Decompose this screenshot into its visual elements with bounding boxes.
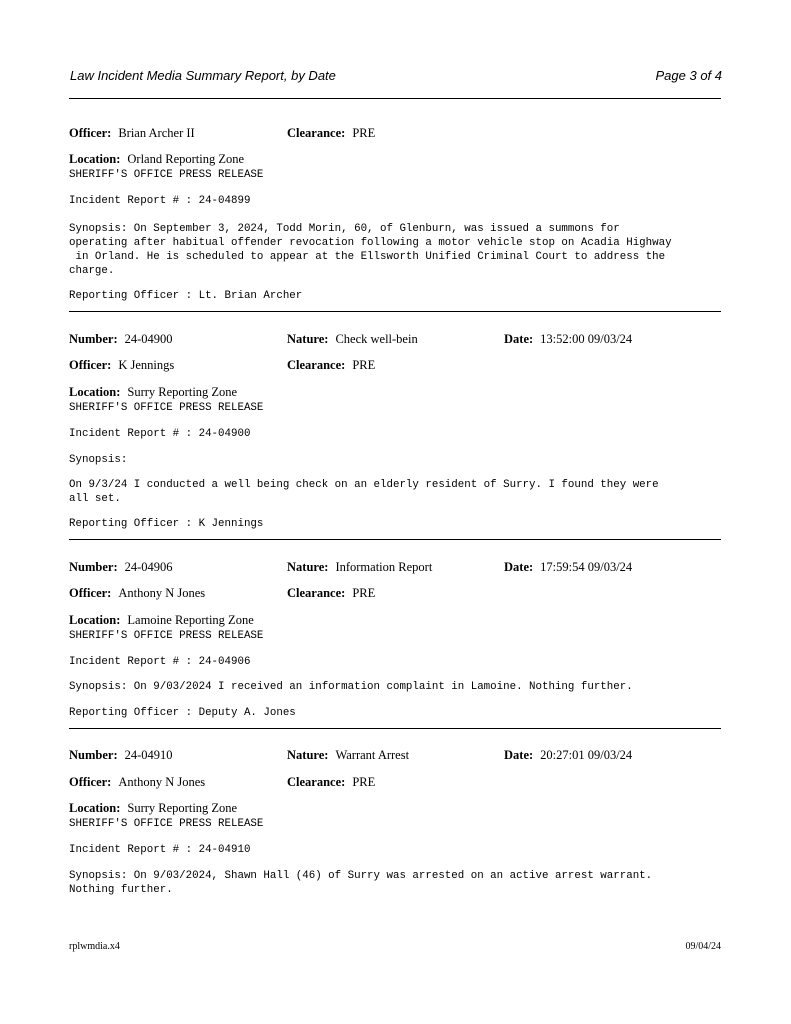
officer-field: Officer: Anthony N Jones [69,775,206,789]
date-field: Date: 20:27:01 09/03/24 [504,748,633,762]
officer-field: Officer: Anthony N Jones [69,586,206,600]
report-title: Law Incident Media Summary Report, by Date [70,68,336,83]
officer-field: Officer: K Jennings [69,358,175,372]
synopsis-line: operating after habitual offender revocation following a motor vehicle stop on Acadia Highway [69,237,672,249]
date-field: Date: 13:52:00 09/03/24 [504,332,633,346]
officer-value: Brian Archer II [118,126,195,140]
source-line: SHERIFF'S OFFICE PRESS RELEASE [69,630,264,642]
nature-value: Check well-bein [335,332,418,346]
reporting-officer-line: Reporting Officer : Lt. Brian Archer [69,290,303,302]
date-value: 13:52:00 09/03/24 [540,332,633,346]
number-value: 24-04900 [124,332,173,346]
reporting-officer-line: Reporting Officer : K Jennings [69,518,264,530]
nature-value: Information Report [335,560,433,574]
source-line: SHERIFF'S OFFICE PRESS RELEASE [69,169,264,181]
incident-report-line: Incident Report # : 24-04900 [69,428,251,440]
location-field: Location: Orland Reporting Zone [69,152,245,166]
nature-field: Nature: Information Report [287,560,433,574]
page-number: Page 3 of 4 [655,68,722,83]
location-value: Surry Reporting Zone [127,801,238,815]
clearance-field: Clearance: PRE [287,358,376,372]
number-value: 24-04910 [124,748,173,762]
synopsis-line: On 9/3/24 I conducted a well being check on an elderly resident of Surry. I found they were [69,479,659,491]
synopsis-line: Synopsis: On 9/03/2024 I received an information complaint in Lamoine. Nothing further. [69,681,633,693]
record-divider [69,539,721,540]
incident-report-line: Incident Report # : 24-04906 [69,656,251,668]
synopsis-line: Synopsis: On 9/03/2024, Shawn Hall (46) of Surry was arrested on an active arrest warrant. [69,870,653,882]
synopsis-line: charge. [69,265,115,277]
location-value: Lamoine Reporting Zone [127,613,254,627]
synopsis-line: Synopsis: On September 3, 2024, Todd Morin, 60, of Glenburn, was issued a summons for [69,223,620,235]
location-value: Orland Reporting Zone [127,152,245,166]
footer-report-id: rplwmdia.x4 [69,941,120,952]
incident-report-line: Incident Report # : 24-04899 [69,195,251,207]
officer-value: Anthony N Jones [118,586,206,600]
synopsis-label: Synopsis: [69,454,128,466]
header-divider [69,98,721,99]
number-field: Number: 24-04900 [69,332,173,346]
clearance-value: PRE [352,126,376,140]
officer-value: K Jennings [118,358,175,372]
clearance-value: PRE [352,358,376,372]
incident-report-line: Incident Report # : 24-04910 [69,844,251,856]
clearance-field: Clearance: PRE [287,775,376,789]
number-field: Number: 24-04906 [69,560,173,574]
synopsis-line: all set. [69,493,121,505]
synopsis-line: in Orland. He is scheduled to appear at the Ellsworth Unified Criminal Court to address the [69,251,666,263]
nature-field: Nature: Check well-bein [287,332,418,346]
officer-field: Officer: Brian Archer II [69,126,195,140]
nature-field: Nature: Warrant Arrest [287,748,410,762]
clearance-value: PRE [352,586,376,600]
footer-print-date: 09/04/24 [685,941,721,952]
date-field: Date: 17:59:54 09/03/24 [504,560,633,574]
record-divider [69,311,721,312]
nature-value: Warrant Arrest [335,748,410,762]
location-field: Location: Surry Reporting Zone [69,801,238,815]
clearance-field: Clearance: PRE [287,126,376,140]
record-divider [69,728,721,729]
date-value: 20:27:01 09/03/24 [540,748,633,762]
location-field: Location: Surry Reporting Zone [69,385,238,399]
date-value: 17:59:54 09/03/24 [540,560,633,574]
source-line: SHERIFF'S OFFICE PRESS RELEASE [69,818,264,830]
clearance-value: PRE [352,775,376,789]
officer-value: Anthony N Jones [118,775,206,789]
clearance-field: Clearance: PRE [287,586,376,600]
location-field: Location: Lamoine Reporting Zone [69,613,254,627]
reporting-officer-line: Reporting Officer : Deputy A. Jones [69,707,296,719]
synopsis-line: Nothing further. [69,884,173,896]
number-field: Number: 24-04910 [69,748,173,762]
location-value: Surry Reporting Zone [127,385,238,399]
source-line: SHERIFF'S OFFICE PRESS RELEASE [69,402,264,414]
number-value: 24-04906 [124,560,173,574]
